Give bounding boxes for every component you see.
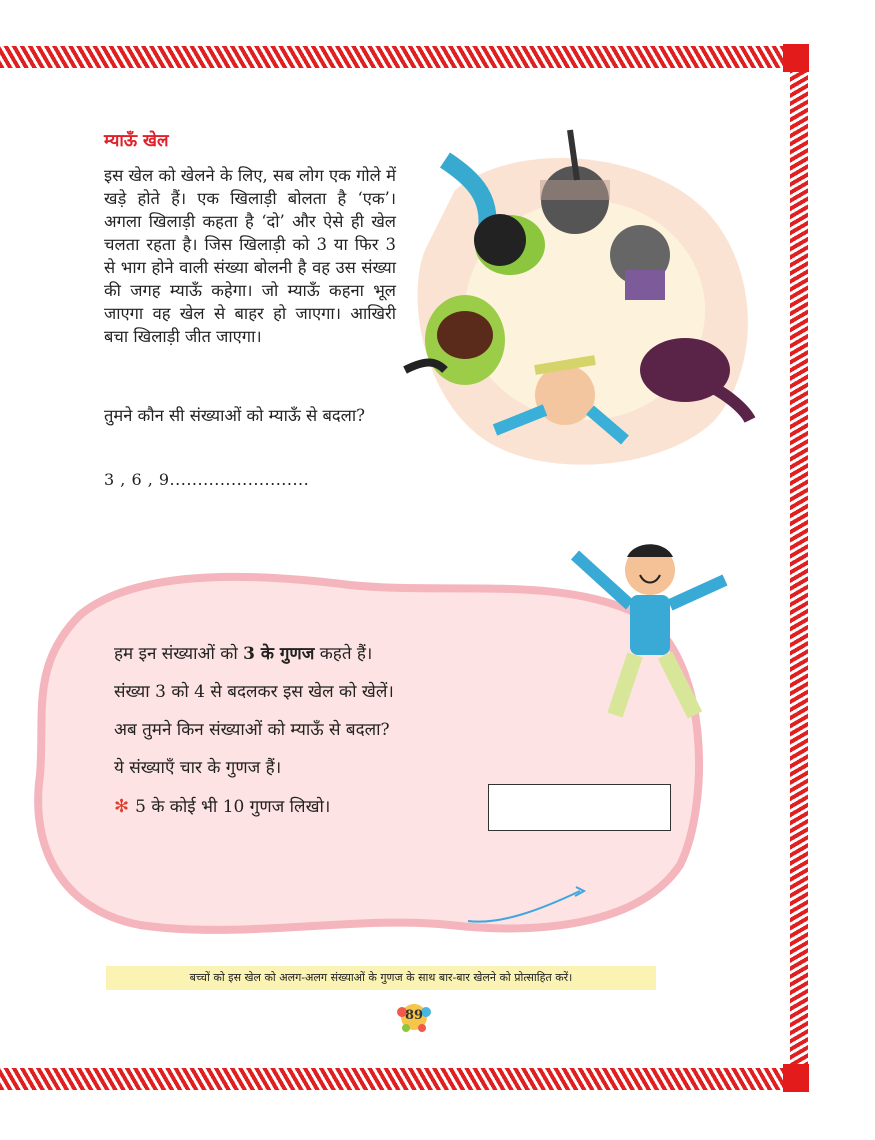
- answer-line: 3 , 6 , 9.........................: [104, 470, 310, 489]
- bottom-border: [0, 1068, 790, 1090]
- cheering-child-illustration: [555, 535, 745, 735]
- corner-top: [783, 44, 809, 72]
- multiples-term: 3 के गुणज: [243, 644, 315, 664]
- multiples-intro-start: हम इन संख्याओं को: [114, 644, 244, 664]
- top-border: [0, 46, 790, 68]
- answer-box[interactable]: [488, 784, 671, 831]
- replace-question: अब तुमने किन संख्याओं को म्याऊँ से बदला?: [114, 720, 390, 740]
- page-number: [394, 1000, 434, 1034]
- corner-bottom: [783, 1064, 809, 1092]
- teacher-note: बच्चों को इस खेल को अलग-अलग संख्याओं के गुणज के साथ बार-बार खेलने को प्रोत्साहित करें।: [106, 966, 656, 990]
- child-top: [540, 180, 610, 200]
- question: तुमने कौन सी संख्याओं को म्याऊँ से बदला?: [104, 406, 365, 425]
- section-title: म्याऊँ खेल: [104, 131, 169, 151]
- page-number-text: 89: [404, 1008, 424, 1023]
- game-instructions: इस खेल को खेलने के लिए, सब लोग एक गोले में खड़े होते हैं। एक खिलाड़ी बोलता है ‘एक’। अगला खिलाड़ी कहता है ‘दो’ और ऐसे ही खेल चलता रहता है। जिस खिलाड़ी को 3 या फिर 3 से भाग होने वाली संख्या बोलनी है वह उस संख्या की जगह म्याऊँ कहेगा। जो म्याऊँ कहना भूल जाएगा वह खेल से बाहर हो जाएगा। आखिरी बचा खिलाड़ी जीत जाएगा।: [104, 166, 396, 346]
- star-icon: ✻: [114, 796, 130, 817]
- multiples-intro: [114, 641, 372, 664]
- multiples-of-four: ये संख्याएँ चार के गुणज हैं।: [114, 758, 282, 778]
- children-circle-illustration: [395, 120, 765, 490]
- exercise-line: [114, 794, 330, 817]
- right-border: [790, 46, 808, 1090]
- exercise-text: 5 के कोई भी 10 गुणज लिखो।: [135, 797, 331, 817]
- multiples-intro-end: कहते हैं।: [314, 644, 373, 664]
- replace-instruction: संख्या 3 को 4 से बदलकर इस खेल को खेलें।: [114, 682, 394, 702]
